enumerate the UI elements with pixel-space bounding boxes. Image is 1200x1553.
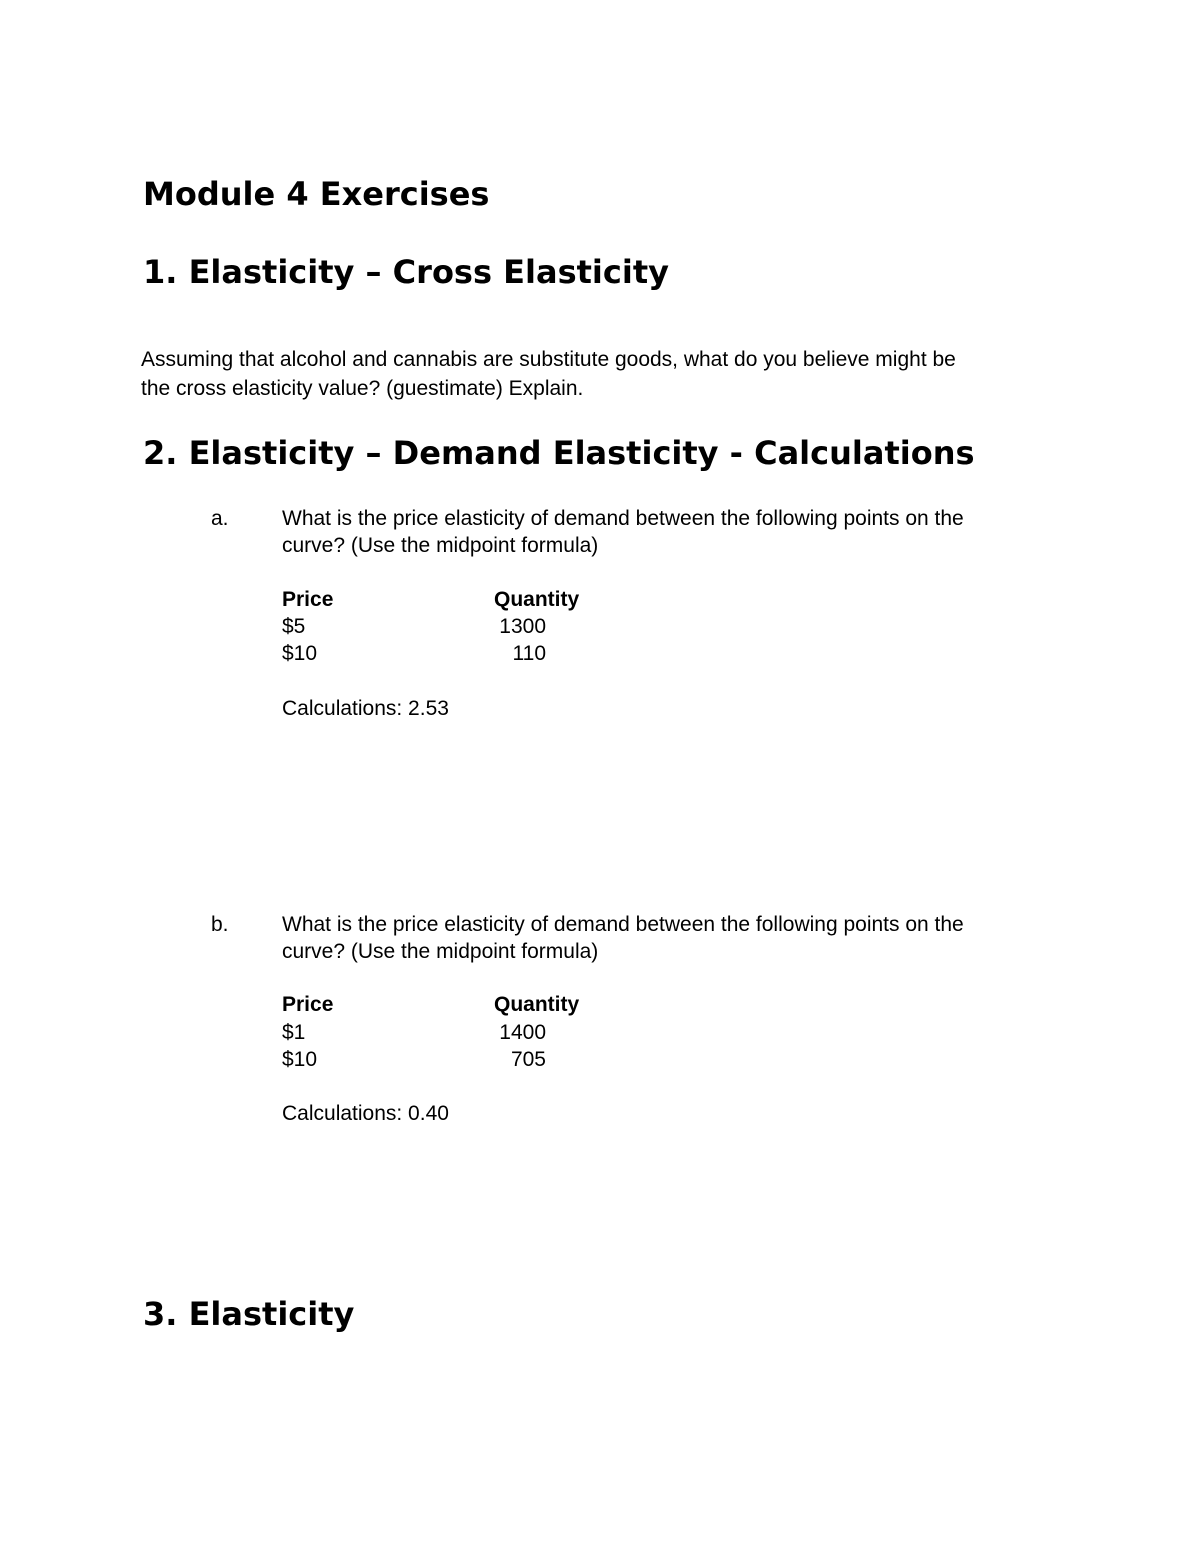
item-b-calculations: Calculations: 0.40: [282, 1102, 449, 1125]
quantity-column-header: Quantity: [494, 588, 580, 611]
page-title: Module 4 Exercises: [143, 175, 490, 213]
item-a-marker: a.: [211, 507, 229, 530]
price-cell: $1: [282, 1021, 306, 1044]
price-cell: $10: [282, 642, 318, 665]
price-column-header: Price: [282, 993, 334, 1016]
price-cell: $5: [282, 615, 306, 638]
quantity-cell: 1400: [499, 1021, 546, 1044]
paragraph-line: Assuming that alcohol and cannabis are substitute goods, what do you believe might be: [141, 348, 956, 371]
quantity-cell: 1300: [499, 615, 546, 638]
section-3-heading: 3. Elasticity: [143, 1295, 355, 1333]
section-1-paragraph: [141, 345, 956, 403]
quantity-cell: 705: [510, 1048, 546, 1071]
price-column-header: Price: [282, 588, 334, 611]
quantity-cell: 110: [512, 642, 546, 665]
item-a-question: [282, 505, 964, 559]
question-line: curve? (Use the midpoint formula): [282, 940, 599, 963]
question-line: curve? (Use the midpoint formula): [282, 534, 599, 557]
section-2-heading: 2. Elasticity – Demand Elasticity - Calculations: [143, 434, 975, 472]
question-line: What is the price elasticity of demand between the following points on the: [282, 913, 964, 936]
paragraph-line: the cross elasticity value? (guestimate) Explain.: [141, 377, 584, 400]
quantity-column-header: Quantity: [494, 993, 580, 1016]
item-a-calculations: Calculations: 2.53: [282, 697, 449, 720]
item-b-marker: b.: [211, 913, 229, 936]
question-line: What is the price elasticity of demand between the following points on the: [282, 507, 964, 530]
item-b-question: [282, 911, 964, 965]
price-cell: $10: [282, 1048, 318, 1071]
section-1-heading: 1. Elasticity – Cross Elasticity: [143, 253, 669, 291]
